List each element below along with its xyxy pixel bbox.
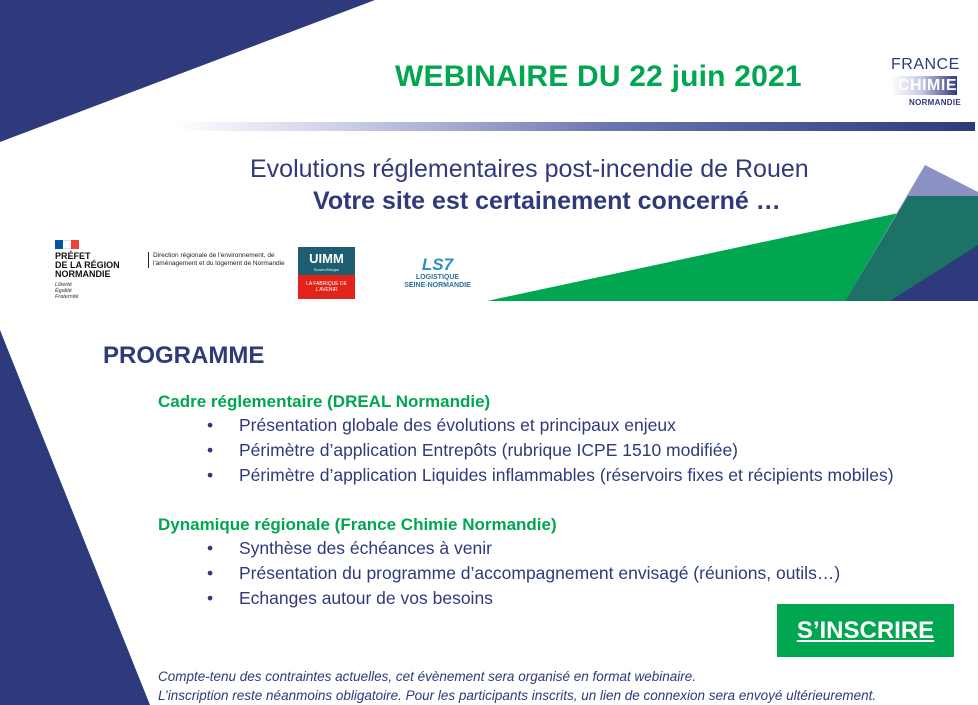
dreal-logo-text: Direction régionale de l'environnement, de l'aménagement et du logement de Normandie <box>148 252 288 268</box>
programme-section-2 <box>158 515 840 611</box>
subtitle-line2: Votre site est certainement concerné … <box>313 187 781 215</box>
bullet-dot: • <box>207 588 214 608</box>
section-title: Dynamique régionale (France Chimie Normandie) <box>158 515 557 534</box>
section-bullets <box>207 413 894 488</box>
programme-section-1 <box>158 392 894 488</box>
register-button[interactable]: S’INSCRIRE <box>777 604 954 657</box>
bullet-text: Périmètre d’application Entrepôts (rubrique ICPE 1510 modifiée) <box>239 440 739 460</box>
logo-line2: CHIMIE <box>898 77 957 94</box>
france-chimie-logo <box>887 56 967 110</box>
logo-line2-band <box>891 76 957 95</box>
footer-note-line1: Compte-tenu des contraintes actuelles, cet évènement sera organisé en format webinaire. <box>158 669 697 684</box>
section-title: Cadre réglementaire (DREAL Normandie) <box>158 392 491 411</box>
bottom-left-navy-shape <box>0 330 150 705</box>
bullet-text: Echanges autour de vos besoins <box>239 588 493 608</box>
bullet-item <box>207 561 841 586</box>
bullet-item <box>207 413 894 438</box>
bullet-dot: • <box>207 415 214 435</box>
footer-note-line2: L’inscription reste néanmoins obligatoire. Pour les participants inscrits, un lien de connexion sera envoyé ultérieurement. <box>158 688 877 703</box>
logo-line1: FRANCE <box>891 56 960 73</box>
uimm-sub: Rouen/Dieppe <box>313 267 340 272</box>
top-left-navy-triangle <box>0 0 375 142</box>
ls7-logo <box>400 256 475 302</box>
uimm-logo <box>298 247 355 299</box>
ls7-text: LOGISTIQUE SEINE-NORMANDIE <box>404 274 471 289</box>
prefet-text: PRÉFET DE LA RÉGION NORMANDIE <box>55 251 120 279</box>
bullet-item <box>207 586 840 611</box>
programme-heading: PROGRAMME <box>103 342 265 369</box>
prefet-motto: Liberté Égalité Fraternité <box>55 282 79 300</box>
bullet-item <box>207 463 894 488</box>
section-bullets <box>207 536 841 611</box>
bullet-dot: • <box>207 440 214 460</box>
header-divider-bar <box>175 122 975 131</box>
webinar-title: WEBINAIRE DU 22 juin 2021 <box>395 60 802 93</box>
prefet-normandie-logo <box>55 240 145 302</box>
bullet-text: Présentation globale des évolutions et principaux enjeux <box>239 415 676 435</box>
logo-line3: NORMANDIE <box>909 98 962 107</box>
bullet-dot: • <box>207 465 214 485</box>
uimm-name: UIMM <box>298 247 355 275</box>
uimm-tagline: LA FABRIQUE DE L'AVENIR <box>298 275 355 299</box>
bullet-text: Présentation du programme d’accompagnement envisagé (réunions, outils…) <box>239 563 841 583</box>
subtitle-line1: Evolutions réglementaires post-incendie de Rouen <box>250 155 809 183</box>
french-flag-icon <box>55 240 79 249</box>
ls7-mark: LS7 <box>421 255 454 274</box>
bullet-dot: • <box>207 538 214 558</box>
bullet-item <box>207 536 840 561</box>
bullet-text: Synthèse des échéances à venir <box>239 538 492 558</box>
bullet-item <box>207 438 894 463</box>
bullet-text: Périmètre d’application Liquides inflammables (réservoirs fixes et récipients mobiles) <box>239 465 894 485</box>
bullet-dot: • <box>207 563 214 583</box>
